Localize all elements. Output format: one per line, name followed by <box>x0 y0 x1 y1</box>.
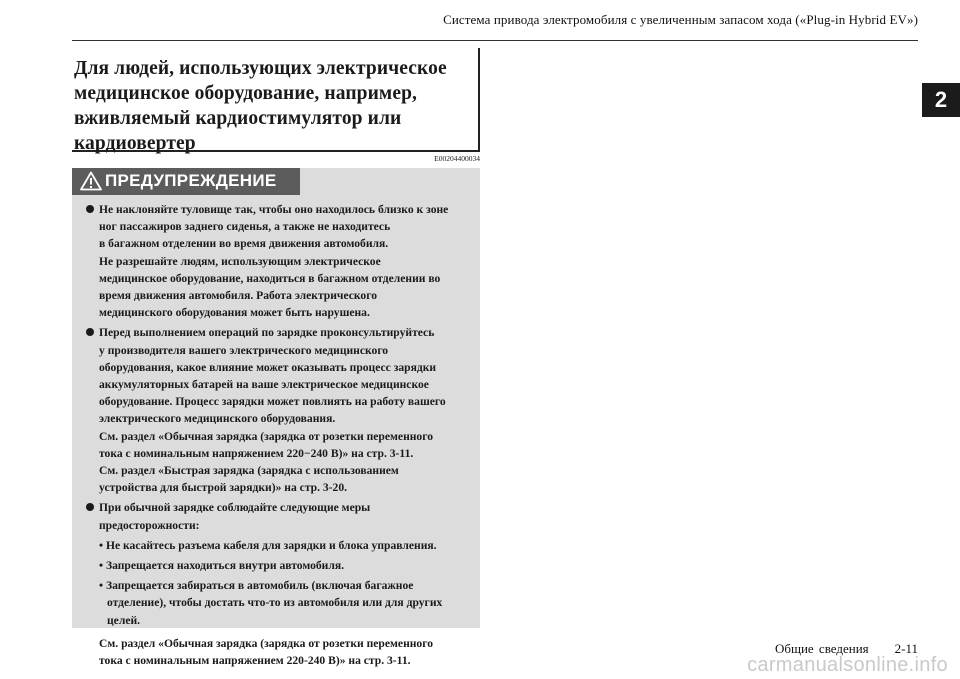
warning-item <box>82 201 474 321</box>
warning-subitem-reference <box>82 635 474 669</box>
warning-text-line: Не разрешайте людям, использующим электрическое <box>99 254 381 268</box>
header-divider <box>72 40 918 41</box>
heading-line: Для людей, использующих электрическое <box>74 58 447 79</box>
cross-reference-line: См. раздел «Быстрая зарядка (зарядка с использованием <box>99 464 399 478</box>
cross-reference-line: тока с номинальным напряжением 220-240 В)» на стр. 3-11. <box>99 654 411 668</box>
warning-text-line: предосторожности: <box>99 518 200 532</box>
page-number: 2-11 <box>894 641 918 656</box>
running-header: Система привода электромобиля с увеличенным запасом хода («Plug-in Hybrid EV») <box>443 12 918 27</box>
heading-line: кардиовертер <box>74 133 196 154</box>
warning-text-line: Не наклоняйте туловище так, чтобы оно находилось близко к зоне <box>99 203 449 216</box>
warning-item <box>82 324 474 496</box>
warning-text-line: Перед выполнением операций по зарядке проконсультируйтесь <box>99 326 435 340</box>
warning-text-line: электрического медицинского оборудования. <box>99 412 336 426</box>
warning-text-line: медицинского оборудования может быть нарушена. <box>99 306 370 320</box>
warning-text-line: ног пассажиров заднего сиденья, а также не находитесь <box>99 220 391 234</box>
cross-reference-line: См. раздел «Обычная зарядка (зарядка от розетки переменного <box>99 636 433 650</box>
heading-line: медицинское оборудование, например, <box>74 83 417 104</box>
warning-text-line: При обычной зарядке соблюдайте следующие меры <box>99 501 371 515</box>
bullet-icon <box>86 503 94 511</box>
warning-text-line: оборудование. Процесс зарядки может повлиять на работу вашего <box>99 395 446 409</box>
bullet-icon <box>86 328 94 336</box>
warning-content <box>82 201 474 669</box>
reference-code: E00204400034 <box>434 154 480 163</box>
chapter-tab: 2 <box>922 83 960 117</box>
cross-reference-line: устройства для быстрой зарядки)» на стр. 3-20. <box>99 481 348 495</box>
warning-item <box>82 499 474 533</box>
subitem-text-line: • Запрещается находиться внутри автомобиля. <box>99 559 345 573</box>
warning-text-line: у производителя вашего электрического медицинского <box>99 343 389 357</box>
warning-subitem <box>82 557 474 574</box>
warning-header <box>72 168 300 195</box>
warning-subitem <box>82 537 474 554</box>
warning-text-line: в багажном отделении во время движения автомобиля. <box>99 237 389 251</box>
subitem-text-line: целей. <box>107 613 141 627</box>
subitem-text-line: • Не касайтесь разъема кабеля для зарядки и блока управления. <box>99 538 437 552</box>
cross-reference-line: тока с номинальным напряжением 220−240 В)» на стр. 3-11. <box>99 446 414 460</box>
subitem-text-line: отделение), чтобы достать что-то из автомобиля или для других <box>107 596 443 610</box>
warning-subitem <box>82 577 474 629</box>
footer-section-name: Общие сведения <box>774 641 869 656</box>
section-heading-box <box>72 48 480 152</box>
cross-reference-line: См. раздел «Обычная зарядка (зарядка от розетки переменного <box>99 429 433 443</box>
section-heading <box>74 56 478 156</box>
warning-text-line: медицинское оборудование, находиться в багажном отделении во <box>99 271 441 285</box>
watermark: carmanualsonline.info <box>747 654 948 676</box>
warning-label: ПРЕДУПРЕЖДЕНИЕ <box>105 171 277 190</box>
warning-triangle-icon <box>80 171 102 191</box>
warning-text-line: время движения автомобиля. Работа электрического <box>99 289 378 303</box>
subitem-text-line: • Запрещается забираться в автомобиль (включая багажное <box>99 579 414 593</box>
warning-text-line: аккумуляторных батарей на ваше электрическое медицинское <box>99 378 429 392</box>
bullet-icon <box>86 205 94 213</box>
warning-box <box>72 168 480 668</box>
warning-text-line: оборудования, какое влияние может оказывать процесс зарядки <box>99 360 437 374</box>
heading-line: вживляемый кардиостимулятор или <box>74 108 402 129</box>
